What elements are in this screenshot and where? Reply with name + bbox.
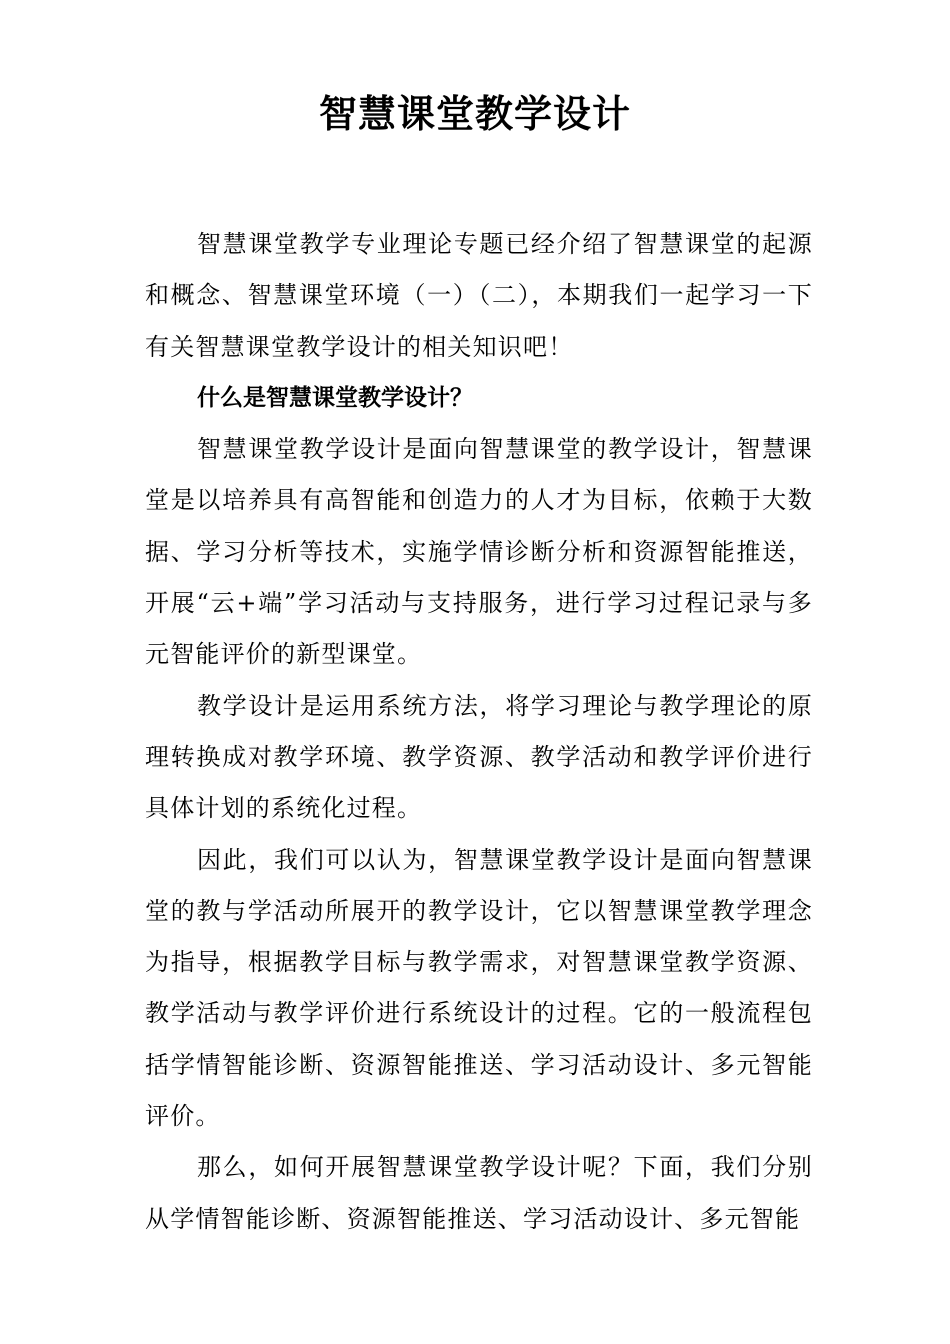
- body-paragraph-definition: 智慧课堂教学设计是面向智慧课堂的教学设计，智慧课堂是以培养具有高智能和创造力的人才为目标，依赖于大数据、学习分析等技术，实施学情诊断分析和资源智能推送，开展“云+端”学习活动与支持服务，进行学习过程记录与多元智能评价的新型课堂。: [145, 435, 813, 669]
- body-paragraph-transition: 那么，如何开展智慧课堂教学设计呢？下面，我们分别从学情智能诊断、资源智能推送、学习活动设计、多元智能: [145, 1153, 813, 1233]
- document-title: 智慧课堂教学设计: [318, 92, 631, 136]
- body-paragraph-instructional-design: 教学设计是运用系统方法，将学习理论与教学理论的原理转换成对教学环境、教学资源、教学活动和教学评价进行具体计划的系统化过程。: [145, 691, 813, 823]
- body-paragraph-conclusion: 因此，我们可以认为，智慧课堂教学设计是面向智慧课堂的教与学活动所展开的教学设计，它以智慧课堂教学理念为指导，根据教学目标与教学需求，对智慧课堂教学资源、教学活动与教学评价进行系统设计的过程。它的一般流程包括学情智能诊断、资源智能推送、学习活动设计、多元智能评价。: [145, 845, 813, 1131]
- document-body: [145, 219, 813, 1245]
- intro-paragraph: 智慧课堂教学专业理论专题已经介绍了智慧课堂的起源和概念、智慧课堂环境（一）（二），本期我们一起学习一下有关智慧课堂教学设计的相关知识吧！: [145, 230, 813, 361]
- section-heading: 什么是智慧课堂教学设计？: [197, 384, 473, 411]
